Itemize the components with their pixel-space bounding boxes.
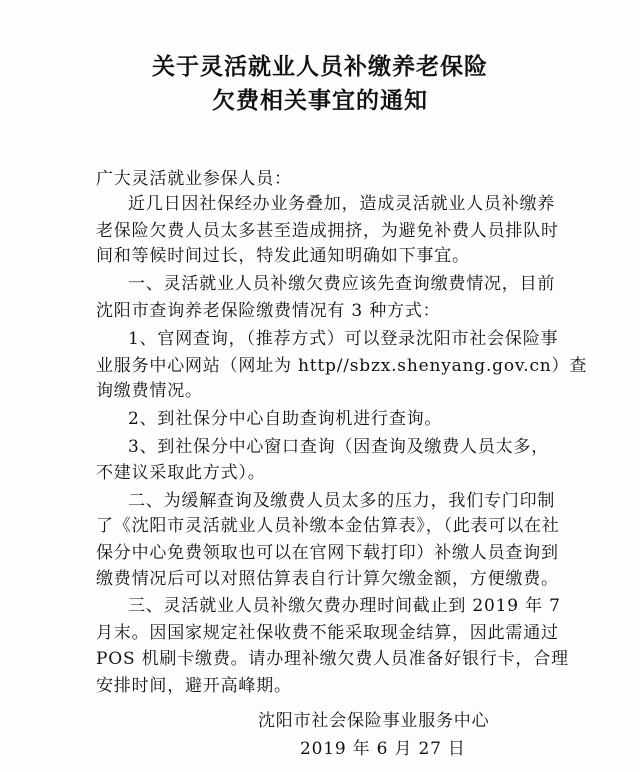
body-line: 保分中心免费领取也可以在官网下载打印）补缴人员查询到 <box>96 543 559 563</box>
body-line: 月末。因国家规定社保收费不能采取现金结算，因此需通过 <box>96 623 559 643</box>
body-line: 3、到社保分中心窗口查询（因查询及缴费人员太多， <box>128 437 550 457</box>
body-line: 三、灵活就业人员补缴欠费办理时间截止到 2019 年 7 <box>128 596 561 616</box>
salutation: 广大灵活就业参保人员： <box>96 169 292 189</box>
body-line: 2、到社保分中心自助查询机进行查询。 <box>128 409 443 429</box>
body-line: 间和等候时间过长，特发此通知明确如下事宜。 <box>96 246 470 266</box>
body-line: 了《沈阳市灵活就业人员补缴本金估算表》，（此表可以在社 <box>96 516 560 536</box>
body-line: 二、为缓解查询及缴费人员太多的压力，我们专门印制 <box>128 491 556 511</box>
body-line: 缴费情况后可以对照估算表自行计算欠缴金额，方便缴费。 <box>96 569 559 589</box>
body-line: 一、灵活就业人员补缴欠费应该先查询缴费情况，目前 <box>128 274 556 294</box>
body-line: 询缴费情况。 <box>96 381 203 401</box>
body-line: 1、官网查询，（推荐方式）可以登录沈阳市社会保险事 <box>128 329 559 349</box>
notice-title-line-2: 欠费相关事宜的通知 <box>212 87 428 114</box>
body-line: 不建议采取此方式）。 <box>96 463 266 483</box>
signature-organization: 沈阳市社会保险事业服务中心 <box>258 711 490 731</box>
body-line: 沈阳市查询养老保险缴费情况有 3 种方式： <box>96 301 441 321</box>
signature-date: 2019 年 6 月 27 日 <box>300 739 466 759</box>
body-line: 近几日因社保经办业务叠加，造成灵活就业人员补缴养 <box>128 194 556 214</box>
notice-title-line-1: 关于灵活就业人员补缴养老保险 <box>152 53 488 80</box>
body-line: 老保险欠费人员太多甚至造成拥挤，为避免补费人员排队时 <box>96 221 559 241</box>
body-line: POS 机刷卡缴费。请办理补缴欠费人员准备好银行卡，合理 <box>96 649 569 669</box>
body-line: 安排时间，避开高峰期。 <box>96 676 292 696</box>
body-line: 业服务中心网站（网址为 http//sbzx.shenyang.gov.cn）查 <box>96 356 588 376</box>
